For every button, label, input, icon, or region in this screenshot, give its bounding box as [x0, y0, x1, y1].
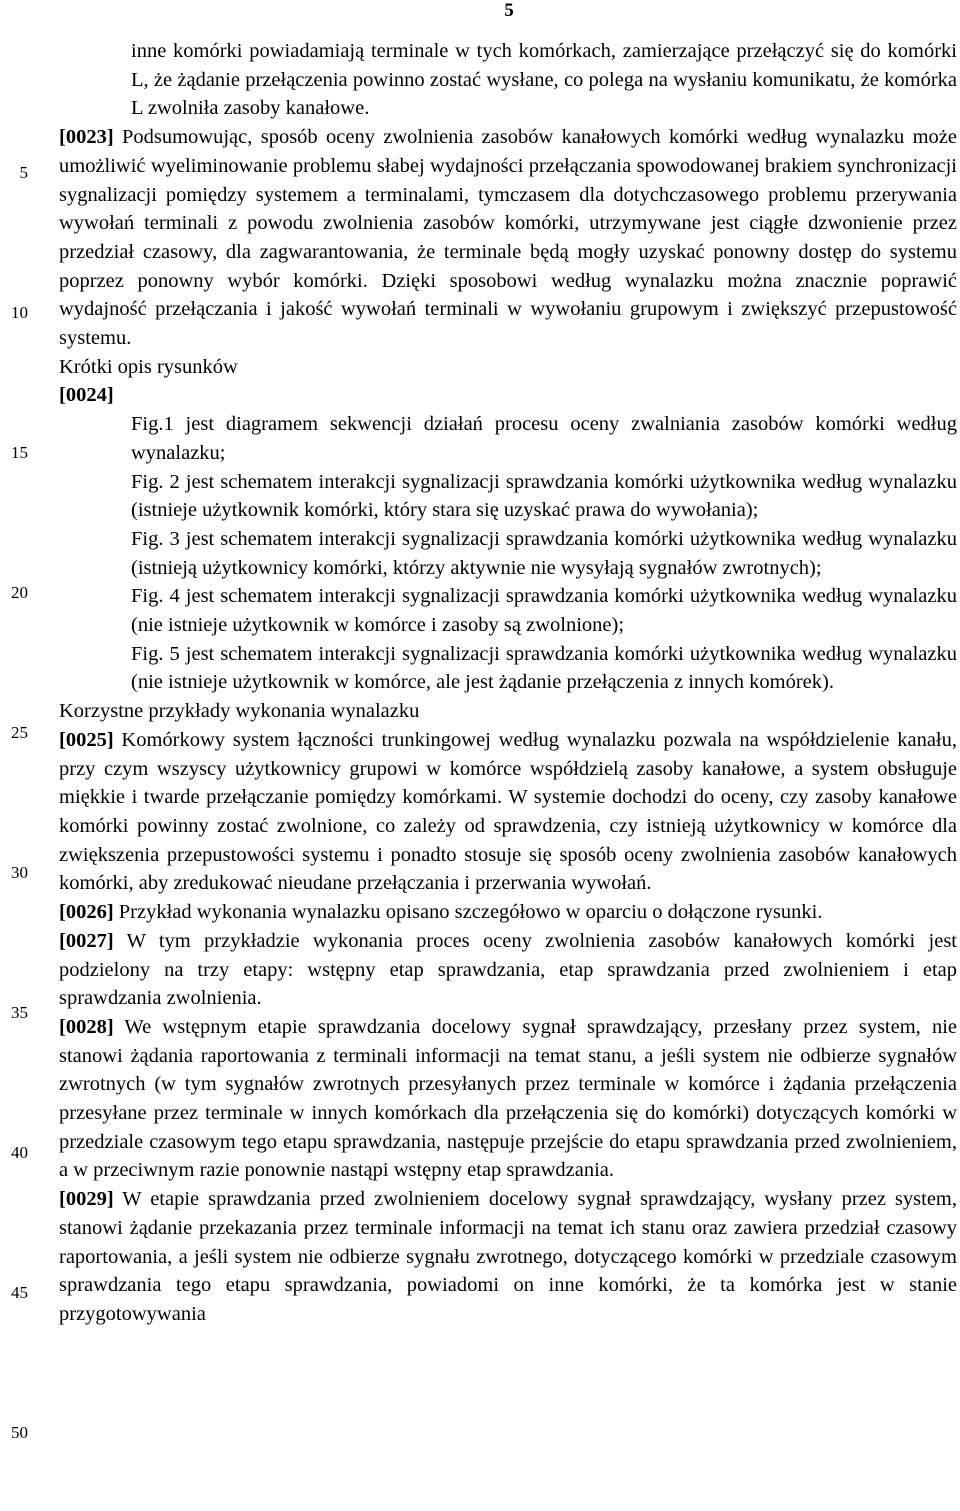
- paragraph-continuation: inne komórki powiadamiają terminale w tych komórkach, zamierzające przełączyć się do komórki L, że żądanie przełączenia powinno zostać wysłane, co polega na wysłaniu komunikatu, że komórka L zwolniła zasoby kanałowe.: [131, 40, 957, 120]
- paragraph-text: W tym przykładzie wykonania proces oceny zwolnienia zasobów kanałowych komórki jest podzielony na trzy etapy: wstępny etap sprawdzania, etap sprawdzania przed zwolnieniem i etap sprawdzania zwolnienia.: [59, 929, 957, 1010]
- paragraph-text: Podsumowując, sposób oceny zwolnienia zasobów kanałowych komórki według wynalazku może umożliwić wyeliminowanie problemu słabej wydajności przełączania spowodowanej brakiem synchronizacji sygnalizacji pomiędzy systemem a terminalami, tymczasem dla dotychczasowego problemu przerywania wywołań terminali z powodu zwolnienia zasobów komórki, utrzymywane jest ciągłe dzwonienie przez przedział czasowy, dla zagwarantowania, że terminale będą mogły uzyskać ponowny dostęp do systemu poprzez ponowny wybór komórki. Dzięki sposobowi według wynalazku można znacznie poprawić wydajność przełączania i jakość wywołań terminali w wywołaniu grupowym i zwiększyć przepustowość systemu.: [59, 126, 957, 350]
- paragraph-text: Komórkowy system łączności trunkingowej według wynalazku pozwala na współdzielenie kanału, przy czym wszyscy użytkownicy grupowi w komórce współdzielą zasoby kanałowe, a system obsługuje miękkie i twarde przełączanie pomiędzy komórkami. W systemie dochodzi do oceny, czy zasoby kanałowe komórki powinny zostać zwolnione, co zależy od sprawdzenia, czy istnieją użytkownicy w komórce dla zwiększenia przepustowości systemu i ponadto stosuje się sposób oceny zwolnienia zasobów kanałowych komórki, aby zredukować nieudane przełączania i przerwania wywołań.: [59, 728, 957, 895]
- page-number: 5: [504, 0, 514, 21]
- line-number: 30: [11, 863, 28, 882]
- line-number: 15: [11, 443, 28, 462]
- line-number: 25: [11, 723, 28, 742]
- figure-description-3: Fig. 3 jest schematem interakcji sygnalizacji sprawdzania komórki użytkownika według wynalazku (istnieją użytkownicy komórki, którzy aktywnie nie wysyłają sygnałów zwrotnych);: [131, 527, 957, 579]
- line-number: 20: [11, 583, 28, 602]
- paragraph-0029: [59, 1185, 957, 1329]
- paragraph-text: Przykład wykonania wynalazku opisano szczegółowo w oparciu o dołączone rysunki.: [113, 901, 823, 924]
- paragraph-tag: [0026]: [59, 901, 114, 924]
- figure-description-1: Fig.1 jest diagramem sekwencji działań procesu oceny zwalniania zasobów komórki według wynalazku;: [131, 413, 957, 464]
- paragraph-tag: [0023]: [59, 126, 114, 149]
- figure-description-4: Fig. 4 jest schematem interakcji sygnalizacji sprawdzania komórki użytkownika według wynalazku (nie istnieje użytkownik w komórce i zasoby są zwolnione);: [131, 585, 957, 637]
- paragraph-0028: [59, 1013, 957, 1185]
- paragraph-0023: [59, 123, 957, 353]
- paragraph-0027: [59, 927, 957, 1013]
- paragraph-tag: [0025]: [59, 728, 114, 751]
- figure-description-5: Fig. 5 jest schematem interakcji sygnalizacji sprawdzania komórki użytkownika według wynalazku (nie istnieje użytkownik w komórce, ale jest żądanie przełączenia z innych komórek).: [131, 642, 957, 694]
- paragraph-tag: [0029]: [59, 1188, 114, 1211]
- paragraph-0026: [59, 898, 957, 927]
- paragraph-text: W etapie sprawdzania przed zwolnieniem docelowy sygnał sprawdzający, wysłany przez system, stanowi żądanie przekazania przez terminale informacji na temat ich stanu oraz zawiera przedział czasowy raportowania, a jeśli system nie odbierze sygnału zwrotnego, dotyczącego komórki w przedziale czasowym sprawdzania tego etapu sprawdzania, powiadomi on inne komórki, że ta komórka jest w stanie przygotowywania: [59, 1188, 957, 1325]
- line-number: 50: [11, 1423, 28, 1442]
- line-number: 40: [11, 1143, 28, 1162]
- paragraph-tag: [0027]: [59, 929, 114, 952]
- line-number: 5: [19, 163, 28, 182]
- line-number-gutter: [0, 0, 48, 1511]
- section-heading-embodiments: Korzystne przykłady wykonania wynalazku: [59, 700, 420, 723]
- paragraph-tag: [0024]: [59, 384, 114, 407]
- line-number: 35: [11, 1003, 28, 1022]
- figure-description-2: Fig. 2 jest schematem interakcji sygnalizacji sprawdzania komórki użytkownika według wynalazku (istnieje użytkownik komórki, który stara się uzyskać prawa do wywołania);: [131, 470, 957, 522]
- line-number: 45: [11, 1283, 28, 1302]
- section-heading-drawings: Krótki opis rysunków: [59, 355, 238, 378]
- paragraph-0024: [59, 381, 957, 410]
- document-body: [59, 37, 957, 1329]
- paragraph-0025: [59, 726, 957, 898]
- paragraph-tag: [0028]: [59, 1015, 114, 1038]
- line-number: 10: [11, 303, 28, 322]
- paragraph-text: We wstępnym etapie sprawdzania docelowy sygnał sprawdzający, przesłany przez system, nie stanowi żądania raportowania z terminali informacji na temat stanu, a jeśli system nie odbierze sygnałów zwrotnych (w tym sygnałów zwrotnych przesyłanych przez terminale w komórce i żądania przełączenia przesyłane przez terminale w innych komórkach dla przełączenia się do komórki) dotyczących komórki w przedziale czasowym tego etapu sprawdzania, następuje przejście do etapu sprawdzania przed zwolnieniem, a w przeciwnym razie ponownie nastąpi wstępny etap sprawdzania.: [59, 1015, 957, 1182]
